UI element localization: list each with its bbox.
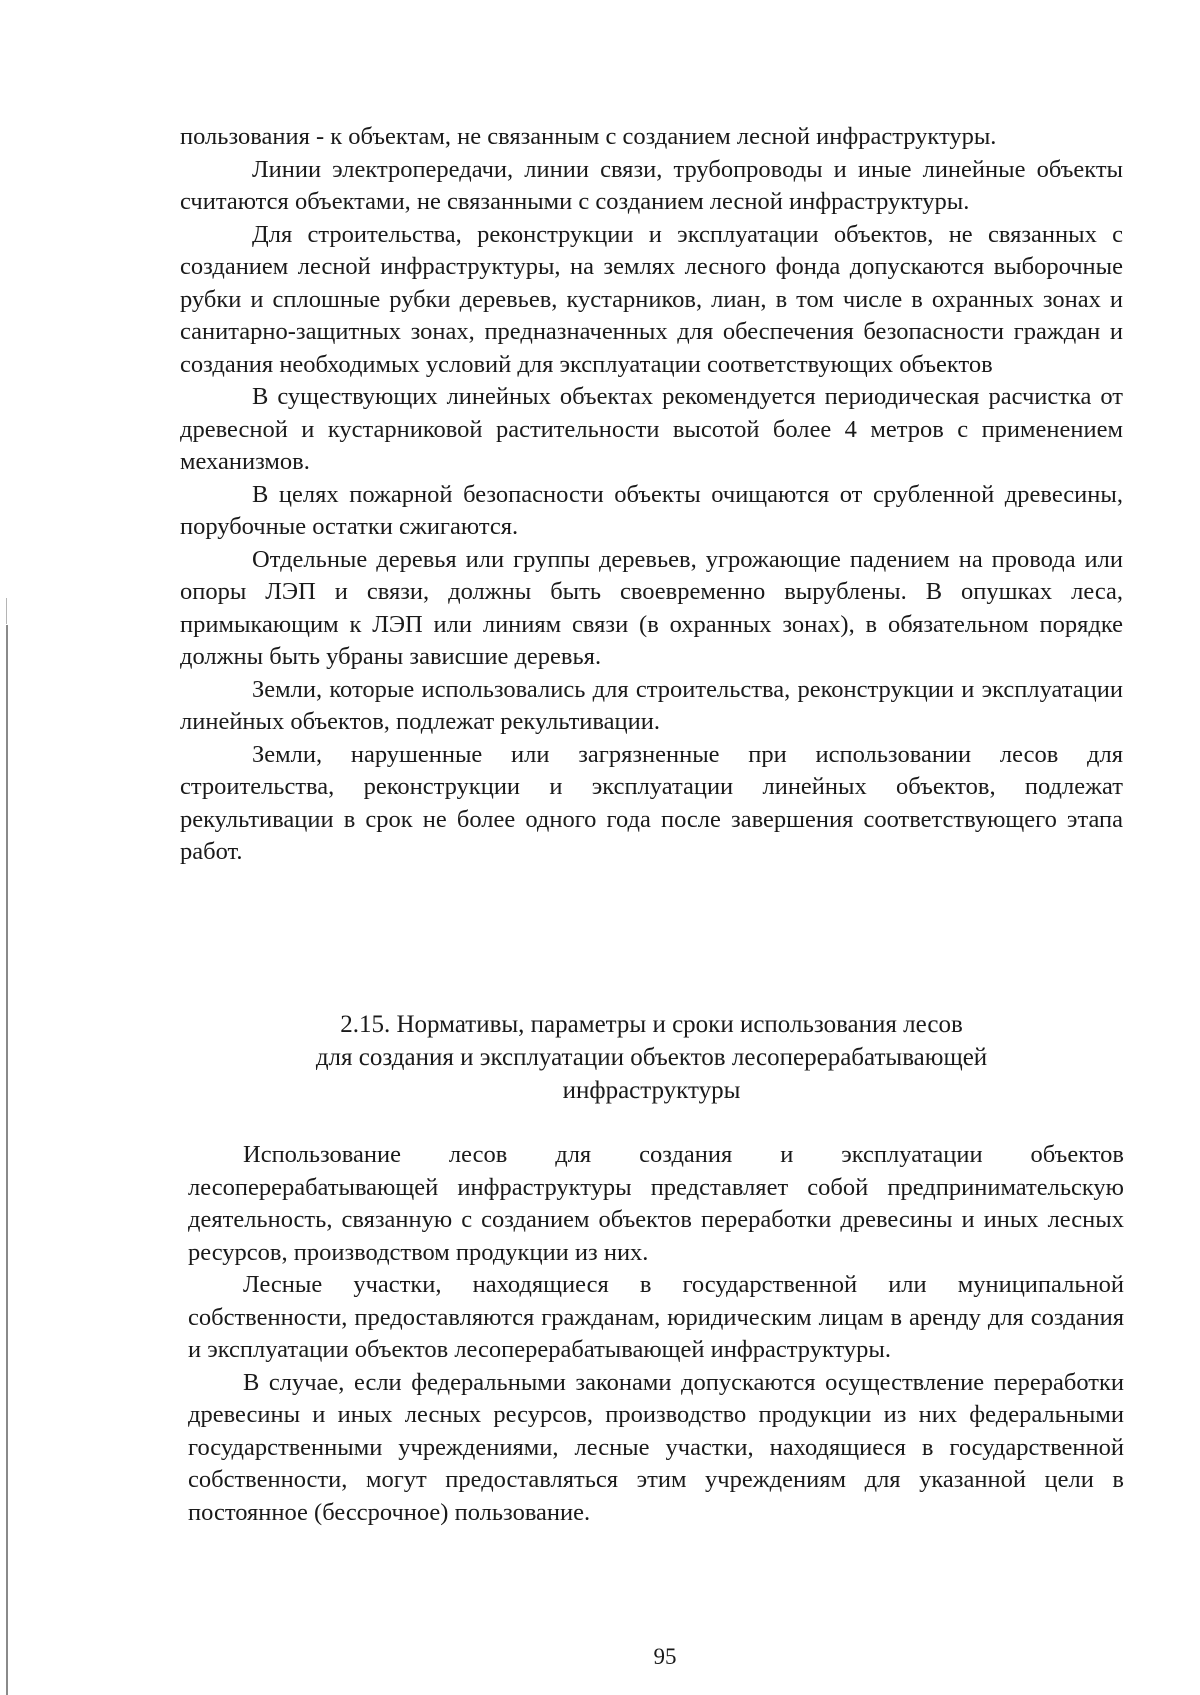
paragraph: пользования - к объектам, не связанным с созданием лесной инфраструктуры. xyxy=(180,123,997,150)
page-number: 95 xyxy=(653,1644,677,1669)
paragraph: Лесные участки, находящиеся в государственной или муниципальной собственности, предоставляются гражданам, юридическим лицам в аренду для создания и эксплуатации объектов лесоперерабатывающей инфраструктуры. xyxy=(188,1271,1124,1363)
section-heading-line: инфраструктуры xyxy=(562,1077,741,1104)
section-heading-line: 2.15. Нормативы, параметры и сроки использования лесов xyxy=(340,1011,963,1038)
paragraph: Линии электропередачи, линии связи, трубопроводы и иные линейные объекты считаются объектами, не связанными с созданием лесной инфраструктуры. xyxy=(180,155,1123,215)
section-heading-line: для создания и эксплуатации объектов лесоперерабатывающей xyxy=(315,1044,988,1071)
paragraph: В целях пожарной безопасности объекты очищаются от срубленной древесины, порубочные остатки сжигаются. xyxy=(180,480,1123,540)
paragraph: Земли, нарушенные или загрязненные при использовании лесов для строительства, реконструкции и эксплуатации линейных объектов, подлежат рекультивации в срок не более одного года после завершения соответствующего этапа работ. xyxy=(180,740,1123,865)
paragraph: В существующих линейных объектах рекомендуется периодическая расчистка от древесной и кустарниковой растительности высотой более 4 метров с применением механизмов. xyxy=(180,383,1123,475)
scan-edge-line xyxy=(6,598,7,624)
scan-edge-line xyxy=(6,625,8,1695)
paragraph: Земли, которые использовались для строительства, реконструкции и эксплуатации линейных объектов, подлежат рекультивации. xyxy=(180,675,1123,735)
paragraph: В случае, если федеральными законами допускаются осуществление переработки древесины и иных лесных ресурсов, производство продукции из них федеральными государственными учреждениями, лесные участки, находящиеся в государственной собственности, могут предоставляться этим учреждениям для указанной цели в постоянное (бессрочное) пользование. xyxy=(188,1368,1124,1526)
section-heading xyxy=(180,1008,1123,1107)
paragraph: Использование лесов для создания и эксплуатации объектов лесоперерабатывающей инфраструктуры представляет собой предпринимательскую деятельность, связанную с созданием объектов переработки древесины и иных лесных ресурсов, производством продукции из них. xyxy=(188,1141,1124,1266)
paragraph: Отдельные деревья или группы деревьев, угрожающие падением на провода или опоры ЛЭП и связи, должны быть своевременно вырублены. В опушках леса, примыкающим к ЛЭП или линиям связи (в охранных зонах), в обязательном порядке должны быть убраны зависшие деревья. xyxy=(180,545,1123,670)
paragraph: Для строительства, реконструкции и эксплуатации объектов, не связанных с созданием лесной инфраструктуры, на землях лесного фонда допускаются выборочные рубки и сплошные рубки деревьев, кустарников, лиан, в том числе в охранных зонах и санитарно-защитных зонах, предназначенных для обеспечения безопасности граждан и создания необходимых условий для эксплуатации соответствующих объектов xyxy=(180,220,1123,378)
body-text-bottom xyxy=(188,1139,1124,1529)
body-text-top xyxy=(180,121,1123,869)
